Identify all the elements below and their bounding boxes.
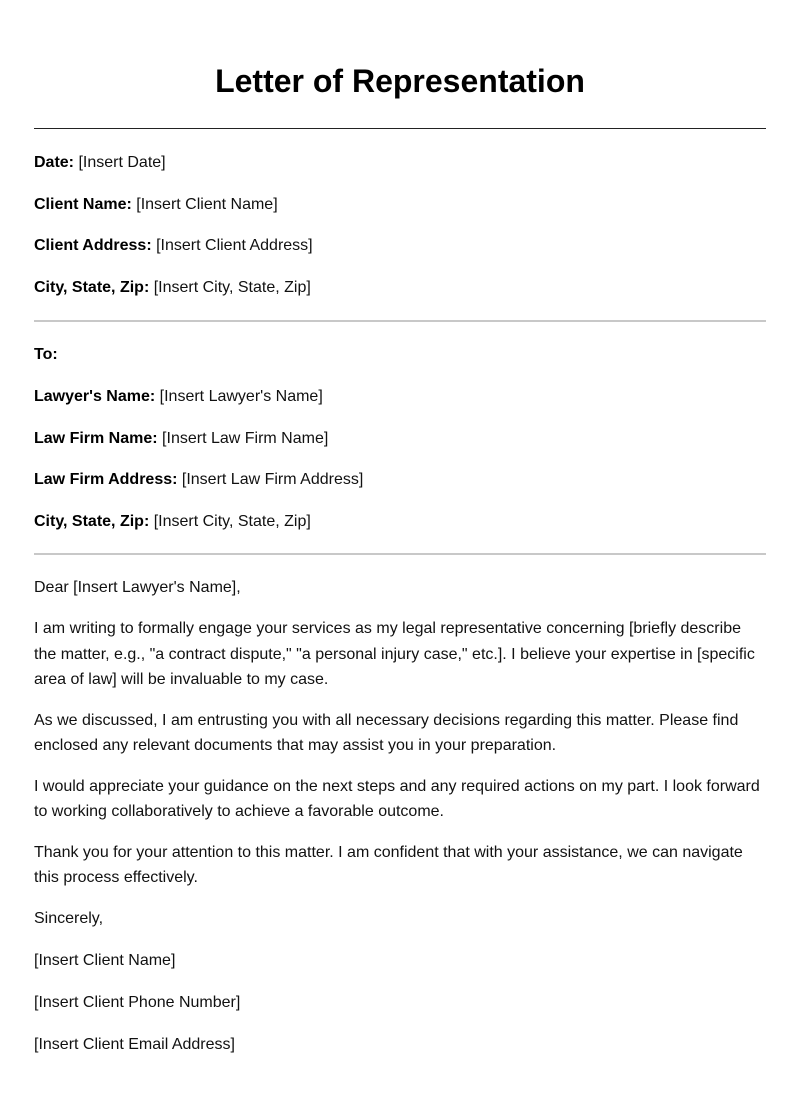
letter-body xyxy=(34,578,766,1055)
client-address-label: Client Address: xyxy=(34,237,152,254)
client-address-field xyxy=(34,236,766,256)
firm-city-label: City, State, Zip: xyxy=(34,513,150,530)
client-city-label: City, State, Zip: xyxy=(34,279,150,296)
lawyer-name-label: Lawyer's Name: xyxy=(34,388,156,405)
page-title: Letter of Representation xyxy=(215,63,585,99)
lawyer-name-field xyxy=(34,387,766,407)
firm-city-value: [Insert City, State, Zip] xyxy=(153,513,311,530)
body-paragraph: As we discussed, I am entrusting you with all necessary decisions regarding this matter. Please find enclosed any relevant documents that may assist you in your preparation. xyxy=(34,711,739,754)
firm-address-field xyxy=(34,470,766,490)
client-city-field xyxy=(34,278,766,298)
date-value: [Insert Date] xyxy=(78,154,166,171)
body-paragraph: I am writing to formally engage your services as my legal representative concerning [briefly describe the matter, e.g., "a contract dispute," "a personal injury case," etc.]. I believe your expertise in [specific area of law] will be invaluable to my case. xyxy=(34,620,755,688)
signature-client-name: [Insert Client Name] xyxy=(34,951,176,969)
firm-name-label: Law Firm Name: xyxy=(34,430,158,447)
to-label: To: xyxy=(34,346,58,363)
client-divider xyxy=(34,320,766,322)
salutation: Dear [Insert Lawyer's Name], xyxy=(34,579,241,596)
client-city-value: [Insert City, State, Zip] xyxy=(153,279,311,296)
signature-client-email: [Insert Client Email Address] xyxy=(34,1035,235,1053)
firm-address-label: Law Firm Address: xyxy=(34,471,178,488)
date-field xyxy=(34,153,766,173)
firm-address-value: [Insert Law Firm Address] xyxy=(181,471,364,488)
lawyer-name-value: [Insert Lawyer's Name] xyxy=(159,388,323,405)
firm-name-value: [Insert Law Firm Name] xyxy=(162,430,329,447)
client-block xyxy=(34,153,766,298)
closing: Sincerely, xyxy=(34,909,104,927)
firm-name-field xyxy=(34,429,766,449)
body-paragraph: Thank you for your attention to this matter. I am confident that with your assistance, we can navigate this process effectively. xyxy=(34,843,743,886)
recipient-divider xyxy=(34,553,766,555)
client-name-field xyxy=(34,195,766,215)
client-address-value: [Insert Client Address] xyxy=(156,237,313,254)
firm-city-field xyxy=(34,512,766,532)
body-paragraph: I would appreciate your guidance on the next steps and any required actions on my part. I look forward to working collaboratively to achieve a favorable outcome. xyxy=(34,777,760,820)
signature-client-phone: [Insert Client Phone Number] xyxy=(34,993,241,1011)
date-label: Date: xyxy=(34,154,75,171)
to-field xyxy=(34,345,766,365)
recipient-block xyxy=(34,345,766,532)
client-name-label: Client Name: xyxy=(34,196,132,213)
client-name-value: [Insert Client Name] xyxy=(136,196,278,213)
title-divider xyxy=(34,128,766,129)
